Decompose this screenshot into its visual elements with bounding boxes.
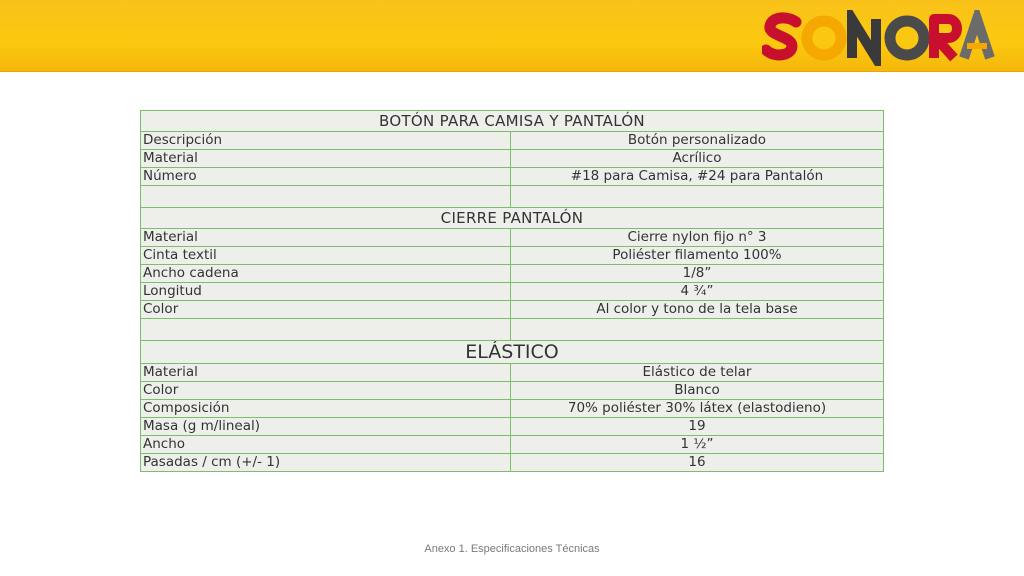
section-header-row: [141, 341, 884, 364]
row-value: 4 ¾”: [511, 283, 884, 301]
row-label: Composición: [141, 400, 511, 418]
row-label: Número: [141, 168, 511, 186]
table-row: [141, 283, 884, 301]
row-label: Longitud: [141, 283, 511, 301]
row-value: Cierre nylon fijo n° 3: [511, 229, 884, 247]
table-row: [141, 301, 884, 319]
row-value: Botón personalizado: [511, 132, 884, 150]
table-row: [141, 400, 884, 418]
row-label: Material: [141, 364, 511, 382]
footer-caption: Anexo 1. Especificaciones Técnicas: [424, 543, 600, 555]
empty-cell: [511, 186, 884, 208]
table-row: [141, 418, 884, 436]
table-row: [141, 382, 884, 400]
section-title: BOTÓN PARA CAMISA Y PANTALÓN: [141, 111, 884, 132]
row-label: Ancho: [141, 436, 511, 454]
row-label: Ancho cadena: [141, 265, 511, 283]
row-value: 70% poliéster 30% látex (elastodieno): [511, 400, 884, 418]
section-title: ELÁSTICO: [141, 341, 884, 364]
row-value: Al color y tono de la tela base: [511, 301, 884, 319]
row-value: Blanco: [511, 382, 884, 400]
row-value: Poliéster filamento 100%: [511, 247, 884, 265]
section-header-row: [141, 111, 884, 132]
table-row: [141, 168, 884, 186]
section-title: CIERRE PANTALÓN: [141, 208, 884, 229]
row-value: 16: [511, 454, 884, 472]
spacer-row: [141, 186, 884, 208]
row-value: Acrílico: [511, 150, 884, 168]
row-label: Descripción: [141, 132, 511, 150]
table-row: [141, 436, 884, 454]
header-bar: [0, 0, 1024, 72]
empty-cell: [511, 319, 884, 341]
row-value: 1/8”: [511, 265, 884, 283]
row-label: Pasadas / cm (+/- 1): [141, 454, 511, 472]
table-row: [141, 229, 884, 247]
sonora-logo: [762, 10, 1002, 66]
table-row: [141, 265, 884, 283]
row-value: 19: [511, 418, 884, 436]
table-row: [141, 247, 884, 265]
row-label: Color: [141, 382, 511, 400]
table-row: [141, 364, 884, 382]
section-header-row: [141, 208, 884, 229]
spacer-row: [141, 319, 884, 341]
row-label: Material: [141, 229, 511, 247]
row-value: 1 ½”: [511, 436, 884, 454]
row-value: #18 para Camisa, #24 para Pantalón: [511, 168, 884, 186]
empty-cell: [141, 186, 511, 208]
row-label: Material: [141, 150, 511, 168]
table-row: [141, 454, 884, 472]
row-value: Elástico de telar: [511, 364, 884, 382]
row-label: Cinta textil: [141, 247, 511, 265]
empty-cell: [141, 319, 511, 341]
table-row: [141, 150, 884, 168]
row-label: Color: [141, 301, 511, 319]
table-row: [141, 132, 884, 150]
row-label: Masa (g m/lineal): [141, 418, 511, 436]
spec-table: [140, 110, 884, 472]
